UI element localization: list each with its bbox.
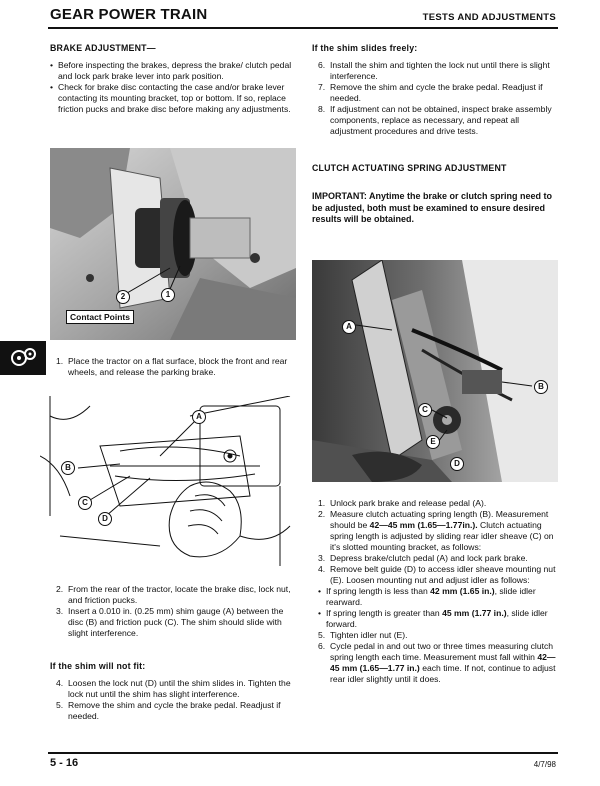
slides-heading: If the shim slides freely: bbox=[312, 43, 418, 53]
step-text: Install the shim and tighten the lock nut until there is slight interference. bbox=[330, 60, 550, 81]
step-number: 2. bbox=[318, 509, 326, 519]
list-item bbox=[50, 700, 298, 722]
list-item bbox=[318, 608, 558, 630]
brake-adjustment-section bbox=[50, 43, 298, 115]
step-text: each time. If not, continue to adjust rear idler slightly until it does. bbox=[330, 663, 556, 684]
callout-c: C bbox=[418, 403, 432, 417]
step-text: Remove the shim and cycle the brake pedal. Readjust if needed. bbox=[68, 700, 281, 721]
important-label: IMPORTANT: bbox=[312, 191, 367, 201]
clutch-spring-photo bbox=[312, 260, 558, 482]
step-text: Clutch actuating spring length is adjusted by sliding rear idler sheave (C) on it's slotted mounting bracket, as follows: bbox=[330, 520, 554, 552]
step-value: 42—45 mm (1.65—1.77 in.) bbox=[330, 652, 556, 673]
callout-d: D bbox=[98, 512, 112, 526]
bullet-value: 42 mm (1.65 in.) bbox=[430, 586, 495, 596]
callout-1: 1 bbox=[161, 288, 175, 302]
step-text: Depress brake/clutch pedal (A) and lock park brake. bbox=[330, 553, 528, 563]
step-number: 5. bbox=[56, 700, 64, 710]
page-number: 5 - 16 bbox=[50, 757, 79, 769]
header-rule bbox=[48, 27, 558, 29]
list-item bbox=[312, 509, 558, 553]
shim-slides-block bbox=[312, 43, 558, 137]
step-number: 4. bbox=[318, 564, 326, 574]
clutch-section bbox=[312, 163, 558, 226]
callout-b: B bbox=[61, 461, 75, 475]
callout-a: A bbox=[342, 320, 356, 334]
section-tab bbox=[0, 341, 46, 375]
bullet-value: 45 mm (1.77 in.) bbox=[442, 608, 507, 618]
step-text: From the rear of the tractor, locate the brake disc, lock nut, and friction pucks. bbox=[68, 584, 291, 605]
list-item bbox=[318, 586, 558, 608]
step-text: Cycle pedal in and out two or three times measuring clutch spring length each time. Measurement must fall within bbox=[330, 641, 554, 662]
list-item bbox=[312, 553, 558, 564]
step-text: Measure clutch actuating spring length (B). Measurement should be bbox=[330, 509, 549, 530]
list-item bbox=[312, 60, 558, 82]
list-item bbox=[50, 356, 298, 378]
callout-2: 2 bbox=[116, 290, 130, 304]
step-number: 3. bbox=[318, 553, 326, 563]
list-item: • Check for brake disc contacting the case and/or brake lever contacting its mounting bracket, top or bottom. If so, replace friction pucks and brake disc before making any adjustments. bbox=[50, 82, 298, 115]
list-item bbox=[312, 104, 558, 137]
not-fit-heading: If the shim will not fit: bbox=[50, 661, 146, 671]
step-1-block bbox=[50, 356, 298, 378]
page-header-title: GEAR POWER TRAIN bbox=[50, 6, 208, 23]
callout-a: A bbox=[192, 410, 206, 424]
list-item bbox=[50, 584, 298, 606]
callout-d: D bbox=[450, 457, 464, 471]
brake-adjustment-heading: BRAKE ADJUSTMENT— bbox=[50, 43, 156, 53]
step-number: 4. bbox=[56, 678, 64, 688]
list-item bbox=[312, 564, 558, 586]
step-number: 8. bbox=[318, 104, 326, 114]
brake-contact-photo bbox=[50, 148, 296, 340]
list-item bbox=[312, 630, 558, 641]
step-value: 42—45 mm (1.65—1.77in.). bbox=[369, 520, 478, 530]
bullet-text: , slide idler forward. bbox=[326, 608, 548, 629]
callout-b: B bbox=[534, 380, 548, 394]
step-number: 1. bbox=[318, 498, 326, 508]
step-number: 6. bbox=[318, 641, 326, 651]
not-fit-block bbox=[50, 661, 298, 722]
step-text: Place the tractor on a flat surface, block the front and rear wheels, and release the parking brake. bbox=[68, 356, 288, 377]
footer-rule bbox=[48, 752, 558, 754]
list-item bbox=[50, 606, 298, 639]
important-note bbox=[312, 191, 558, 226]
step-text: Remove the shim and cycle the brake pedal. Readjust if needed. bbox=[330, 82, 543, 103]
bullet-text: If spring length is less than bbox=[326, 586, 431, 596]
contact-points-label: Contact Points bbox=[66, 310, 134, 324]
gears-icon bbox=[0, 341, 46, 375]
step-text: Unlock park brake and release pedal (A). bbox=[330, 498, 487, 508]
callout-c: C bbox=[78, 496, 92, 510]
list-item bbox=[312, 498, 558, 509]
step-number: 3. bbox=[56, 606, 64, 616]
important-text: Anytime the brake or clutch spring need to be adjusted, both must be examined to ensure desired results will be obtained. bbox=[312, 191, 553, 224]
step-text: Remove belt guide (D) to access idler sheave mounting nut (E). Loosen mounting nut and adjust idler as follows: bbox=[330, 564, 556, 585]
page-header-section: TESTS AND ADJUSTMENTS bbox=[422, 12, 556, 23]
callout-e: E bbox=[426, 435, 440, 449]
brake-shim-drawing bbox=[40, 396, 296, 568]
list-item: • Before inspecting the brakes, depress the brake/ clutch pedal and lock park brake lever into park position. bbox=[50, 60, 298, 82]
list-item bbox=[312, 641, 558, 685]
step-number: 5. bbox=[318, 630, 326, 640]
step-number: 2. bbox=[56, 584, 64, 594]
step-text: Loosen the lock nut (D) until the shim slides in. Tighten the lock nut until the shim has slight interference. bbox=[68, 678, 291, 699]
page-date: 4/7/98 bbox=[533, 760, 556, 769]
step-text: Insert a 0.010 in. (0.25 mm) shim gauge (A) between the disc (B) and friction puck (C). The shim should slide with slight interference. bbox=[68, 606, 284, 638]
clutch-heading: CLUTCH ACTUATING SPRING ADJUSTMENT bbox=[312, 163, 507, 173]
bullet-text: If spring length is greater than bbox=[326, 608, 443, 618]
bullet-text: , slide idler rearward. bbox=[326, 586, 536, 607]
step-number: 1. bbox=[56, 356, 64, 366]
step-number: 7. bbox=[318, 82, 326, 92]
step-number: 6. bbox=[318, 60, 326, 70]
step-text: If adjustment can not be obtained, inspect brake assembly components, replace as necessary, and repeat all adjustment procedures and drive tests. bbox=[330, 104, 552, 136]
list-item bbox=[312, 82, 558, 104]
clutch-steps bbox=[312, 498, 558, 685]
steps-2-3-block bbox=[50, 584, 298, 639]
list-item bbox=[50, 678, 298, 700]
step-text: Tighten idler nut (E). bbox=[330, 630, 408, 640]
